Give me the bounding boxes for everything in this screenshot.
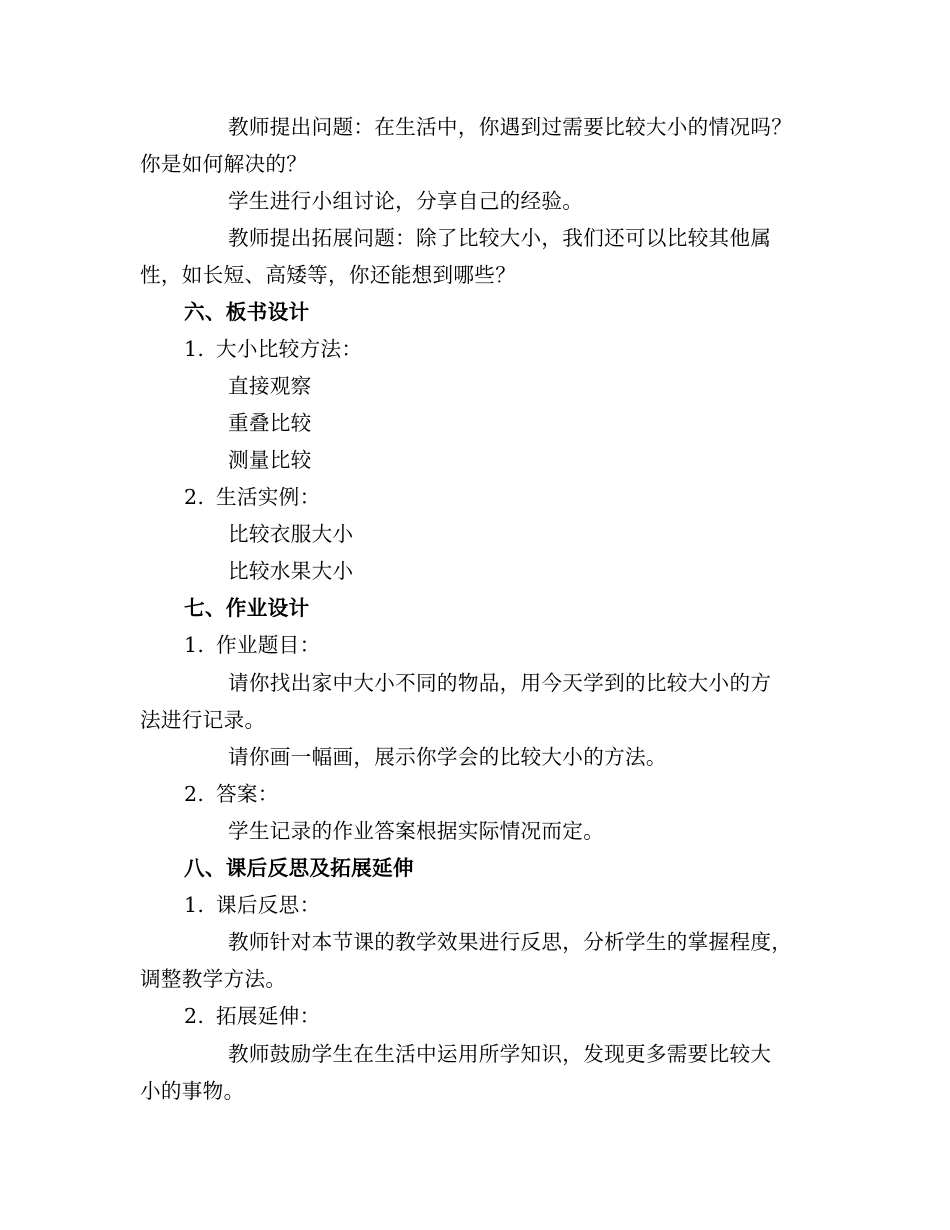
- sub-item-measure-comparison: 测量比较: [228, 448, 312, 472]
- paragraph-extension-question-line1: 教师提出拓展问题：除了比较大小，我们还可以比较其他属: [228, 226, 772, 250]
- list-item-extension: [184, 1003, 320, 1029]
- list-number: 2.: [184, 485, 205, 509]
- sub-item-direct-observation: 直接观察: [228, 374, 312, 398]
- sub-item-clothes: 比较衣服大小: [228, 522, 354, 546]
- list-item-homework-topics: [184, 632, 320, 658]
- paragraph-answer: 学生记录的作业答案根据实际情况而定。: [228, 819, 605, 843]
- list-number: 2.: [184, 1004, 205, 1028]
- list-item-label: 课后反思：: [216, 893, 321, 917]
- list-item-label: 答案：: [216, 782, 279, 806]
- section-heading-reflection: 八、课后反思及拓展延伸: [184, 856, 414, 880]
- list-item-answer: [184, 781, 279, 807]
- list-number: 1.: [184, 893, 205, 917]
- list-item-comparison-methods: [184, 336, 362, 362]
- list-number: 1.: [184, 337, 205, 361]
- paragraph-homework1-line2: 法进行记录。: [140, 708, 266, 732]
- list-item-post-class-reflection: [184, 892, 320, 918]
- paragraph-extension-line2: 小的事物。: [140, 1079, 245, 1103]
- section-heading-homework-design: 七、作业设计: [184, 596, 310, 620]
- list-item-life-examples: [184, 484, 320, 510]
- list-item-label: 作业题目：: [216, 633, 321, 657]
- list-number: 1.: [184, 633, 205, 657]
- paragraph-homework2: 请你画一幅画，展示你学会的比较大小的方法。: [228, 745, 667, 769]
- sub-item-fruit: 比较水果大小: [228, 559, 354, 583]
- paragraph-extension-question-line2: 性，如长短、高矮等，你还能想到哪些？: [140, 263, 517, 287]
- sub-item-overlap-comparison: 重叠比较: [228, 411, 312, 435]
- paragraph-question-line1: 教师提出问题：在生活中，你遇到过需要比较大小的情况吗？: [228, 115, 793, 139]
- list-item-label: 大小比较方法：: [216, 337, 363, 361]
- paragraph-reflection-line2: 调整教学方法。: [140, 967, 287, 991]
- list-item-label: 生活实例：: [216, 485, 321, 509]
- paragraph-discussion: 学生进行小组讨论，分享自己的经验。: [228, 189, 584, 213]
- paragraph-homework1-line1: 请你找出家中大小不同的物品，用今天学到的比较大小的方: [228, 671, 772, 695]
- section-heading-board-design: 六、板书设计: [184, 300, 310, 324]
- list-number: 2.: [184, 782, 205, 806]
- list-item-label: 拓展延伸：: [216, 1004, 321, 1028]
- paragraph-extension-line1: 教师鼓励学生在生活中运用所学知识，发现更多需要比较大: [228, 1042, 772, 1066]
- paragraph-question-line2: 你是如何解决的？: [140, 152, 308, 176]
- paragraph-reflection-line1: 教师针对本节课的教学效果进行反思，分析学生的掌握程度，: [228, 930, 793, 954]
